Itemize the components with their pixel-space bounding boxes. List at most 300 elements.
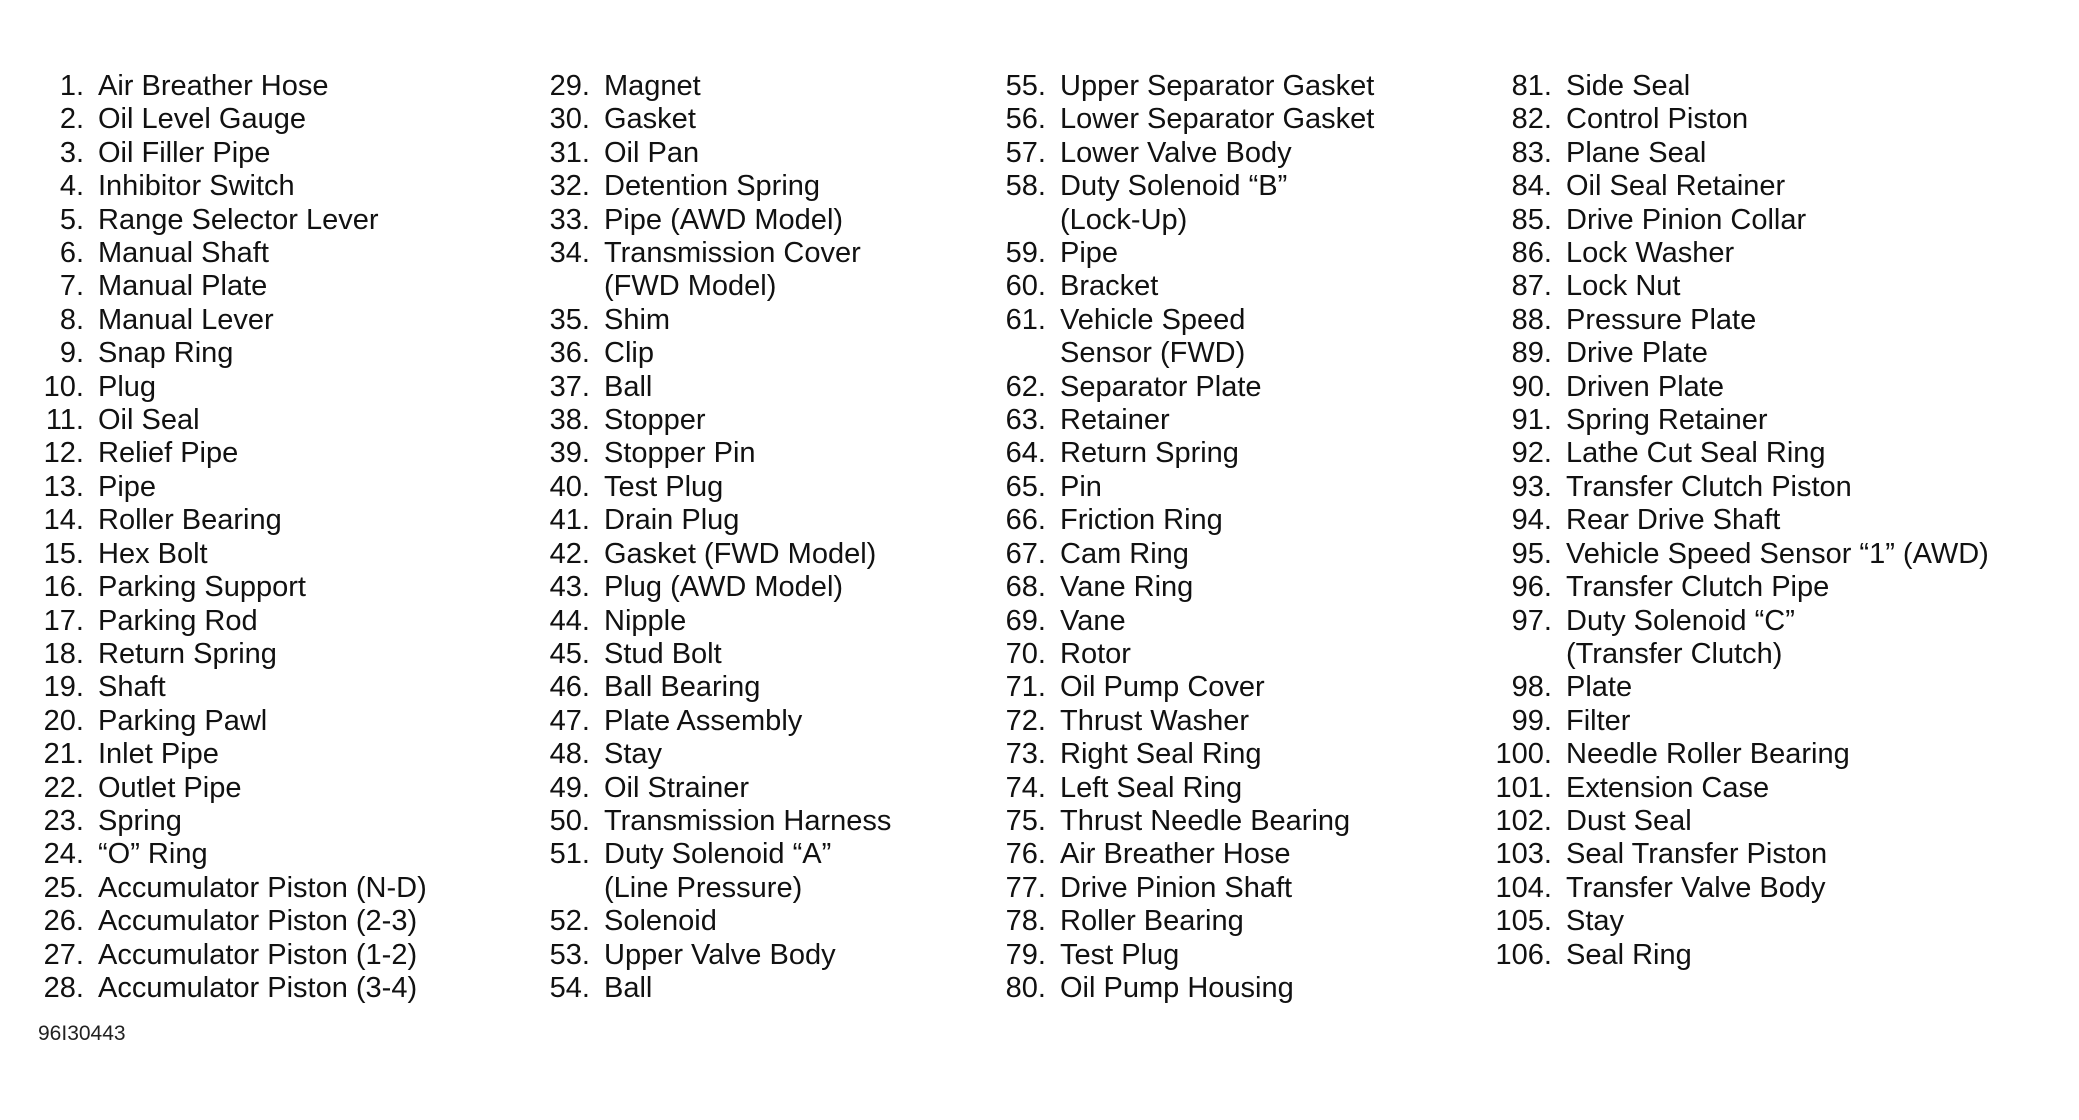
item-number: 38. xyxy=(549,404,590,437)
item-label: Drive Pinion Collar xyxy=(1566,203,1807,236)
item-label: “O” Ring xyxy=(98,838,208,871)
item-label: Plug (AWD Model) xyxy=(604,571,844,604)
item-label: Lower Separator Gasket xyxy=(1060,103,1375,136)
item-number: 104. xyxy=(1495,871,1552,904)
item-label: Relief Pipe xyxy=(98,437,239,470)
legend-item xyxy=(996,638,1374,671)
legend-item xyxy=(540,738,891,771)
item-number: 95. xyxy=(1511,537,1552,570)
item-number: 35. xyxy=(549,303,590,336)
item-label: Pressure Plate xyxy=(1566,303,1757,336)
item-label: Retainer xyxy=(1060,404,1170,437)
legend-item xyxy=(540,905,891,938)
parts-legend xyxy=(0,70,2079,1030)
item-number: 23. xyxy=(43,804,84,837)
item-label: Manual Plate xyxy=(98,270,268,303)
legend-item xyxy=(996,404,1374,437)
item-number: 6. xyxy=(59,237,84,270)
item-label: Ball xyxy=(604,971,653,1004)
item-label: Driven Plate xyxy=(1566,370,1724,403)
item-label: Ball Bearing xyxy=(604,671,761,704)
legend-item xyxy=(996,772,1374,805)
item-number: 64. xyxy=(1005,437,1046,470)
item-label: Nipple xyxy=(604,604,687,637)
item-number: 24. xyxy=(43,838,84,871)
item-number: 71. xyxy=(1005,671,1046,704)
item-number: 102. xyxy=(1495,804,1552,837)
legend-item xyxy=(540,972,891,1005)
item-label: Parking Pawl xyxy=(98,704,268,737)
legend-item xyxy=(1490,504,1989,537)
legend-item xyxy=(540,705,891,738)
legend-item xyxy=(1490,705,1989,738)
item-label: Cam Ring xyxy=(1060,537,1189,570)
legend-item xyxy=(1490,270,1989,303)
legend-item xyxy=(30,972,427,1005)
item-label: Inhibitor Switch xyxy=(98,170,295,203)
item-label: Pipe xyxy=(98,470,157,503)
legend-item xyxy=(996,103,1374,136)
item-number: 37. xyxy=(549,370,590,403)
legend-item xyxy=(30,538,427,571)
item-label: Transfer Clutch Piston xyxy=(1566,470,1852,503)
item-number: 84. xyxy=(1511,170,1552,203)
item-label: Drive Pinion Shaft xyxy=(1060,871,1293,904)
item-label: Oil Seal xyxy=(98,404,200,437)
legend-item xyxy=(996,705,1374,738)
legend-item xyxy=(996,671,1374,704)
item-label: Snap Ring xyxy=(98,337,234,370)
legend-item xyxy=(1490,605,1989,672)
item-label: Upper Separator Gasket xyxy=(1060,70,1375,102)
item-number: 56. xyxy=(1005,103,1046,136)
item-label: Filter xyxy=(1566,704,1631,737)
legend-item xyxy=(540,671,891,704)
legend-item xyxy=(30,404,427,437)
legend-item xyxy=(1490,437,1989,470)
legend-item xyxy=(996,972,1374,1005)
item-label: Return Spring xyxy=(98,637,277,670)
item-number: 44. xyxy=(549,604,590,637)
legend-item xyxy=(996,70,1374,103)
legend-item xyxy=(1490,772,1989,805)
legend-item xyxy=(30,371,427,404)
item-number: 43. xyxy=(549,571,590,604)
item-number: 96. xyxy=(1511,571,1552,604)
legend-item xyxy=(996,905,1374,938)
item-number: 53. xyxy=(549,938,590,971)
item-number: 89. xyxy=(1511,337,1552,370)
legend-item xyxy=(1490,905,1989,938)
item-label: Air Breather Hose xyxy=(1060,838,1291,871)
item-number: 2. xyxy=(59,103,84,136)
item-number: 60. xyxy=(1005,270,1046,303)
legend-item xyxy=(30,237,427,270)
legend-item xyxy=(540,371,891,404)
item-number: 54. xyxy=(549,971,590,1004)
item-label: Separator Plate xyxy=(1060,370,1262,403)
item-label: Transmission Cover (FWD Model) xyxy=(604,237,861,303)
legend-item xyxy=(30,337,427,370)
legend-item xyxy=(1490,404,1989,437)
item-number: 81. xyxy=(1511,70,1552,102)
legend-item xyxy=(1490,237,1989,270)
item-number: 70. xyxy=(1005,637,1046,670)
legend-item xyxy=(30,103,427,136)
legend-item xyxy=(996,838,1374,871)
item-number: 69. xyxy=(1005,604,1046,637)
legend-item xyxy=(996,738,1374,771)
legend-item xyxy=(540,137,891,170)
item-number: 97. xyxy=(1511,604,1552,637)
item-number: 58. xyxy=(1005,170,1046,203)
item-label: Gasket (FWD Model) xyxy=(604,537,877,570)
item-label: Gasket xyxy=(604,103,696,136)
item-number: 32. xyxy=(549,170,590,203)
item-label: Left Seal Ring xyxy=(1060,771,1243,804)
item-number: 101. xyxy=(1495,771,1552,804)
item-number: 46. xyxy=(549,671,590,704)
item-label: Detention Spring xyxy=(604,170,821,203)
item-label: Ball xyxy=(604,370,653,403)
item-number: 18. xyxy=(43,637,84,670)
item-number: 68. xyxy=(1005,571,1046,604)
legend-item xyxy=(540,437,891,470)
item-label: Bracket xyxy=(1060,270,1159,303)
item-label: Transmission Harness xyxy=(604,804,892,837)
legend-item xyxy=(996,605,1374,638)
item-label: Roller Bearing xyxy=(98,504,282,537)
legend-item xyxy=(996,504,1374,537)
item-number: 93. xyxy=(1511,470,1552,503)
item-number: 66. xyxy=(1005,504,1046,537)
item-number: 33. xyxy=(549,203,590,236)
item-number: 14. xyxy=(43,504,84,537)
item-number: 80. xyxy=(1005,971,1046,1004)
item-number: 3. xyxy=(59,136,84,169)
item-label: Pin xyxy=(1060,470,1102,503)
item-label: Hex Bolt xyxy=(98,537,208,570)
item-label: Vane xyxy=(1060,604,1126,637)
item-label: Duty Solenoid “A” (Line Pressure) xyxy=(604,838,832,904)
legend-item xyxy=(30,872,427,905)
item-label: Manual Lever xyxy=(98,303,274,336)
legend-item xyxy=(1490,671,1989,704)
legend-item xyxy=(1490,103,1989,136)
item-number: 59. xyxy=(1005,237,1046,270)
item-number: 90. xyxy=(1511,370,1552,403)
item-number: 63. xyxy=(1005,404,1046,437)
legend-item xyxy=(996,270,1374,303)
item-label: Friction Ring xyxy=(1060,504,1223,537)
item-label: Inlet Pipe xyxy=(98,738,219,771)
item-number: 52. xyxy=(549,905,590,938)
item-label: Shaft xyxy=(98,671,166,704)
legend-item xyxy=(30,838,427,871)
legend-item xyxy=(996,471,1374,504)
item-label: Right Seal Ring xyxy=(1060,738,1262,771)
item-label: Vane Ring xyxy=(1060,571,1194,604)
legend-item xyxy=(30,939,427,972)
item-number: 21. xyxy=(43,738,84,771)
item-label: Magnet xyxy=(604,70,701,102)
item-number: 98. xyxy=(1511,671,1552,704)
item-number: 99. xyxy=(1511,704,1552,737)
legend-item xyxy=(540,772,891,805)
item-number: 40. xyxy=(549,470,590,503)
legend-column-4 xyxy=(1490,70,1989,972)
item-number: 5. xyxy=(59,203,84,236)
item-label: Needle Roller Bearing xyxy=(1566,738,1850,771)
item-number: 8. xyxy=(59,303,84,336)
item-label: Thrust Needle Bearing xyxy=(1060,804,1351,837)
item-label: Stay xyxy=(604,738,663,771)
item-label: Extension Case xyxy=(1566,771,1770,804)
legend-item xyxy=(996,137,1374,170)
legend-item xyxy=(1490,872,1989,905)
legend-item xyxy=(1490,170,1989,203)
legend-item xyxy=(996,939,1374,972)
item-label: Plug xyxy=(98,370,157,403)
legend-item xyxy=(996,170,1374,237)
item-number: 10. xyxy=(43,370,84,403)
item-label: Control Piston xyxy=(1566,103,1749,136)
item-label: Lathe Cut Seal Ring xyxy=(1566,437,1826,470)
item-label: Transfer Clutch Pipe xyxy=(1566,571,1830,604)
legend-item xyxy=(1490,471,1989,504)
legend-item xyxy=(30,772,427,805)
item-number: 39. xyxy=(549,437,590,470)
item-number: 82. xyxy=(1511,103,1552,136)
item-label: Outlet Pipe xyxy=(98,771,242,804)
legend-item xyxy=(540,638,891,671)
item-label: Pipe xyxy=(1060,237,1119,270)
item-label: Stopper Pin xyxy=(604,437,756,470)
legend-item xyxy=(996,304,1374,371)
item-number: 36. xyxy=(549,337,590,370)
legend-item xyxy=(540,538,891,571)
item-number: 105. xyxy=(1495,905,1552,938)
item-label: Oil Seal Retainer xyxy=(1566,170,1786,203)
legend-item xyxy=(30,671,427,704)
item-label: Rear Drive Shaft xyxy=(1566,504,1781,537)
legend-item xyxy=(30,304,427,337)
legend-item xyxy=(30,270,427,303)
item-number: 42. xyxy=(549,537,590,570)
item-number: 76. xyxy=(1005,838,1046,871)
legend-item xyxy=(1490,838,1989,871)
item-label: Accumulator Piston (N-D) xyxy=(98,871,427,904)
item-label: Oil Pump Housing xyxy=(1060,971,1294,1004)
item-label: Shim xyxy=(604,303,671,336)
item-label: Upper Valve Body xyxy=(604,938,836,971)
legend-item xyxy=(996,538,1374,571)
item-label: Clip xyxy=(604,337,654,370)
item-label: Parking Rod xyxy=(98,604,258,637)
item-label: Vehicle Speed Sensor “1” (AWD) xyxy=(1566,537,1989,570)
item-label: Duty Solenoid “C” (Transfer Clutch) xyxy=(1566,604,1795,670)
legend-item xyxy=(996,437,1374,470)
item-number: 88. xyxy=(1511,303,1552,336)
legend-item xyxy=(1490,337,1989,370)
item-label: Accumulator Piston (1-2) xyxy=(98,938,418,971)
legend-column-2 xyxy=(540,70,891,1005)
item-label: Oil Strainer xyxy=(604,771,750,804)
item-label: Test Plug xyxy=(604,470,724,503)
item-label: Stay xyxy=(1566,905,1625,938)
item-label: Seal Transfer Piston xyxy=(1566,838,1828,871)
legend-item xyxy=(1490,571,1989,604)
legend-item xyxy=(1490,204,1989,237)
item-label: Parking Support xyxy=(98,571,306,604)
item-label: Plate Assembly xyxy=(604,704,803,737)
legend-item xyxy=(540,605,891,638)
item-number: 61. xyxy=(1005,303,1046,336)
legend-item xyxy=(540,304,891,337)
legend-item xyxy=(30,204,427,237)
item-number: 79. xyxy=(1005,938,1046,971)
item-number: 30. xyxy=(549,103,590,136)
item-label: Air Breather Hose xyxy=(98,70,329,102)
item-number: 29. xyxy=(549,70,590,102)
legend-item xyxy=(540,571,891,604)
item-number: 87. xyxy=(1511,270,1552,303)
legend-item xyxy=(540,70,891,103)
item-number: 7. xyxy=(59,270,84,303)
item-number: 28. xyxy=(43,971,84,1004)
legend-item xyxy=(540,204,891,237)
item-number: 73. xyxy=(1005,738,1046,771)
legend-item xyxy=(30,705,427,738)
legend-item xyxy=(540,939,891,972)
item-number: 17. xyxy=(43,604,84,637)
legend-item xyxy=(540,337,891,370)
legend-item xyxy=(1490,738,1989,771)
legend-item xyxy=(30,170,427,203)
legend-item xyxy=(1490,805,1989,838)
legend-item xyxy=(30,471,427,504)
item-number: 26. xyxy=(43,905,84,938)
item-label: Dust Seal xyxy=(1566,804,1692,837)
item-label: Manual Shaft xyxy=(98,237,269,270)
legend-item xyxy=(30,905,427,938)
legend-item xyxy=(1490,371,1989,404)
item-number: 100. xyxy=(1495,738,1552,771)
item-label: Plate xyxy=(1566,671,1633,704)
item-label: Lock Washer xyxy=(1566,237,1735,270)
legend-item xyxy=(1490,304,1989,337)
item-number: 4. xyxy=(59,170,84,203)
legend-item xyxy=(996,371,1374,404)
item-number: 85. xyxy=(1511,203,1552,236)
item-number: 94. xyxy=(1511,504,1552,537)
item-number: 19. xyxy=(43,671,84,704)
legend-column-1 xyxy=(30,70,427,1005)
item-number: 57. xyxy=(1005,136,1046,169)
item-number: 20. xyxy=(43,704,84,737)
legend-item xyxy=(540,103,891,136)
legend-item xyxy=(540,471,891,504)
item-label: Test Plug xyxy=(1060,938,1180,971)
item-number: 31. xyxy=(549,136,590,169)
item-number: 22. xyxy=(43,771,84,804)
item-label: Oil Level Gauge xyxy=(98,103,306,136)
item-label: Accumulator Piston (3-4) xyxy=(98,971,418,1004)
item-number: 67. xyxy=(1005,537,1046,570)
item-number: 11. xyxy=(45,404,84,437)
item-label: Roller Bearing xyxy=(1060,905,1244,938)
item-number: 86. xyxy=(1511,237,1552,270)
item-number: 25. xyxy=(43,871,84,904)
item-label: Pipe (AWD Model) xyxy=(604,203,844,236)
item-number: 65. xyxy=(1005,470,1046,503)
legend-item xyxy=(1490,70,1989,103)
figure-code: 96I30443 xyxy=(38,1022,126,1045)
item-label: Oil Pan xyxy=(604,136,700,169)
legend-item xyxy=(540,404,891,437)
item-label: Duty Solenoid “B” (Lock-Up) xyxy=(1060,170,1288,236)
item-label: Lock Nut xyxy=(1566,270,1681,303)
item-number: 74. xyxy=(1005,771,1046,804)
legend-item xyxy=(540,805,891,838)
item-number: 62. xyxy=(1005,370,1046,403)
legend-item xyxy=(996,237,1374,270)
item-label: Lower Valve Body xyxy=(1060,136,1292,169)
legend-column-3 xyxy=(996,70,1374,1005)
legend-item xyxy=(30,571,427,604)
legend-item xyxy=(540,838,891,905)
legend-item xyxy=(540,170,891,203)
item-label: Plane Seal xyxy=(1566,136,1707,169)
legend-item xyxy=(1490,939,1989,972)
item-number: 103. xyxy=(1495,838,1552,871)
item-number: 16. xyxy=(43,571,84,604)
item-label: Oil Filler Pipe xyxy=(98,136,271,169)
item-number: 51. xyxy=(549,838,590,871)
item-label: Transfer Valve Body xyxy=(1566,871,1826,904)
legend-item xyxy=(996,571,1374,604)
item-label: Stud Bolt xyxy=(604,637,722,670)
item-number: 34. xyxy=(549,237,590,270)
item-label: Stopper xyxy=(604,404,706,437)
item-label: Thrust Washer xyxy=(1060,704,1250,737)
legend-item xyxy=(996,805,1374,838)
item-label: Rotor xyxy=(1060,637,1131,670)
item-label: Seal Ring xyxy=(1566,938,1692,971)
item-number: 49. xyxy=(549,771,590,804)
item-number: 75. xyxy=(1005,804,1046,837)
item-label: Vehicle Speed Sensor (FWD) xyxy=(1060,303,1246,370)
item-number: 13. xyxy=(43,470,84,503)
item-label: Drive Plate xyxy=(1566,337,1708,370)
item-label: Accumulator Piston (2-3) xyxy=(98,905,418,938)
item-number: 9. xyxy=(59,337,84,370)
item-number: 92. xyxy=(1511,437,1552,470)
item-label: Drain Plug xyxy=(604,504,740,537)
item-number: 55. xyxy=(1005,70,1046,102)
item-label: Spring Retainer xyxy=(1566,404,1768,437)
item-number: 91. xyxy=(1511,404,1552,437)
item-label: Side Seal xyxy=(1566,70,1691,102)
legend-item xyxy=(30,638,427,671)
item-number: 15. xyxy=(43,537,84,570)
legend-item xyxy=(30,805,427,838)
item-number: 1. xyxy=(59,70,84,102)
item-number: 50. xyxy=(549,804,590,837)
item-number: 48. xyxy=(549,738,590,771)
legend-item xyxy=(1490,538,1989,571)
legend-item xyxy=(30,70,427,103)
